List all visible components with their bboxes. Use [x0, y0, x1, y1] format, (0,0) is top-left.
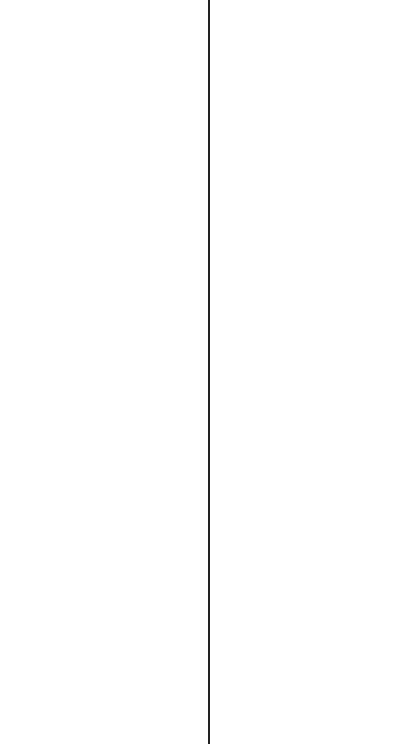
column-rule: [208, 0, 210, 744]
